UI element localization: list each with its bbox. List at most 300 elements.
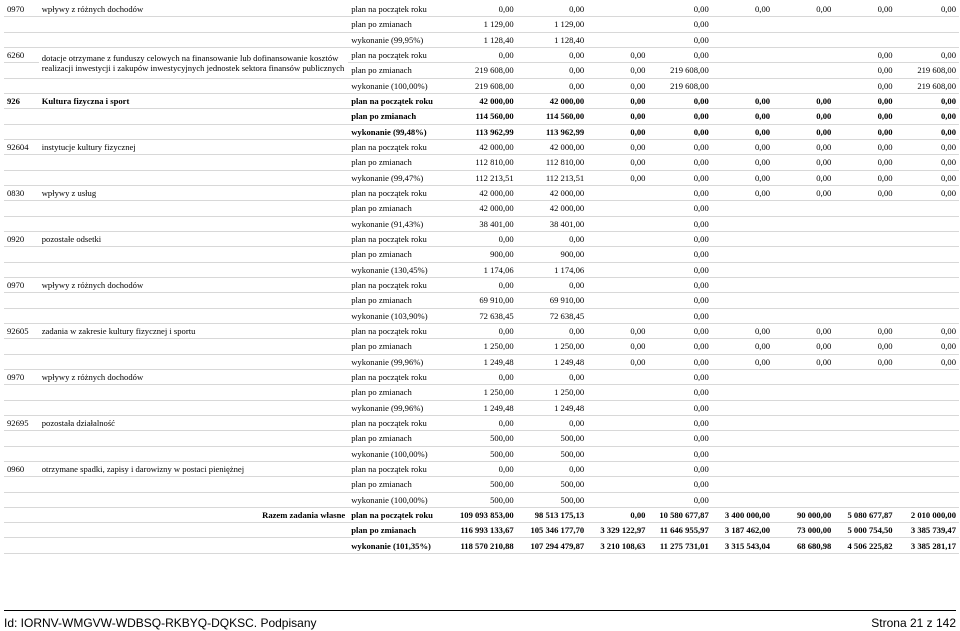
amount-cell xyxy=(587,216,648,231)
amount-cell: 0,00 xyxy=(834,155,895,170)
amount-cell: 0,00 xyxy=(648,231,711,246)
amount-cell xyxy=(587,431,648,446)
amount-cell xyxy=(773,231,834,246)
amount-cell: 3 187 462,00 xyxy=(712,523,773,538)
amount-cell: 900,00 xyxy=(446,247,516,262)
amount-cell xyxy=(587,293,648,308)
amount-cell xyxy=(834,415,895,430)
amount-cell: 0,00 xyxy=(517,78,587,93)
amount-cell: 0,00 xyxy=(446,231,516,246)
amount-cell: 105 346 177,70 xyxy=(517,523,587,538)
amount-cell: 0,00 xyxy=(834,170,895,185)
row-kind: plan na początek roku xyxy=(348,139,446,154)
table-row xyxy=(4,323,959,338)
item-name: zadania w zakresie kultury fizycznej i sportu xyxy=(39,323,348,338)
item-name xyxy=(39,216,348,231)
amount-cell xyxy=(773,415,834,430)
classification-code: 0830 xyxy=(4,185,39,200)
row-kind: plan po zmianach xyxy=(348,247,446,262)
amount-cell xyxy=(773,201,834,216)
amount-cell: 0,00 xyxy=(446,461,516,476)
item-name xyxy=(39,17,348,32)
row-kind: plan po zmianach xyxy=(348,523,446,538)
amount-cell: 0,00 xyxy=(834,139,895,154)
table-row xyxy=(4,293,959,308)
table-row xyxy=(4,262,959,277)
amount-cell: 0,00 xyxy=(648,293,711,308)
row-kind: plan na początek roku xyxy=(348,2,446,17)
amount-cell: 0,00 xyxy=(896,109,959,124)
amount-cell xyxy=(773,17,834,32)
amount-cell: 0,00 xyxy=(896,2,959,17)
row-kind: plan na początek roku xyxy=(348,461,446,476)
amount-cell: 73 000,00 xyxy=(773,523,834,538)
amount-cell xyxy=(834,293,895,308)
amount-cell xyxy=(587,369,648,384)
amount-cell xyxy=(896,216,959,231)
amount-cell xyxy=(587,415,648,430)
amount-cell: 0,00 xyxy=(712,339,773,354)
row-kind: plan po zmianach xyxy=(348,17,446,32)
amount-cell: 0,00 xyxy=(517,47,587,62)
amount-cell: 0,00 xyxy=(648,124,711,139)
table-row xyxy=(4,354,959,369)
amount-cell: 114 560,00 xyxy=(446,109,516,124)
amount-cell: 0,00 xyxy=(587,139,648,154)
classification-code: 92604 xyxy=(4,139,39,154)
classification-code xyxy=(4,293,39,308)
row-kind: wykonanie (100,00%) xyxy=(348,78,446,93)
amount-cell: 0,00 xyxy=(896,185,959,200)
amount-cell: 3 329 122,97 xyxy=(587,523,648,538)
amount-cell: 0,00 xyxy=(648,185,711,200)
classification-code xyxy=(4,431,39,446)
classification-code xyxy=(4,446,39,461)
amount-cell: 0,00 xyxy=(896,47,959,62)
amount-cell: 0,00 xyxy=(648,17,711,32)
amount-cell xyxy=(834,231,895,246)
item-name: wpływy z różnych dochodów xyxy=(39,2,348,17)
row-kind: plan na początek roku xyxy=(348,323,446,338)
classification-code xyxy=(4,124,39,139)
amount-cell: 5 000 754,50 xyxy=(834,523,895,538)
amount-cell xyxy=(896,385,959,400)
classification-code: 92605 xyxy=(4,323,39,338)
amount-cell xyxy=(896,308,959,323)
amount-cell: 0,00 xyxy=(712,170,773,185)
amount-cell: 0,00 xyxy=(587,155,648,170)
amount-cell: 0,00 xyxy=(648,262,711,277)
amount-cell: 0,00 xyxy=(587,47,648,62)
item-name xyxy=(39,354,348,369)
amount-cell: 0,00 xyxy=(712,155,773,170)
row-kind: plan na początek roku xyxy=(348,277,446,292)
amount-cell: 0,00 xyxy=(834,185,895,200)
item-name xyxy=(39,155,348,170)
amount-cell: 0,00 xyxy=(648,323,711,338)
amount-cell: 3 210 108,63 xyxy=(587,538,648,553)
item-name: wpływy z różnych dochodów xyxy=(39,369,348,384)
item-name xyxy=(39,293,348,308)
table-row xyxy=(4,415,959,430)
amount-cell xyxy=(587,32,648,47)
amount-cell: 0,00 xyxy=(834,323,895,338)
item-name: Kultura fizyczna i sport xyxy=(39,93,348,108)
table-row xyxy=(4,446,959,461)
amount-cell: 0,00 xyxy=(648,32,711,47)
amount-cell: 42 000,00 xyxy=(517,139,587,154)
item-name xyxy=(39,247,348,262)
amount-cell: 0,00 xyxy=(773,139,834,154)
amount-cell xyxy=(712,308,773,323)
amount-cell xyxy=(896,277,959,292)
amount-cell: 0,00 xyxy=(587,170,648,185)
amount-cell: 0,00 xyxy=(517,2,587,17)
amount-cell: 0,00 xyxy=(648,47,711,62)
row-kind: plan na początek roku xyxy=(348,415,446,430)
amount-cell xyxy=(587,308,648,323)
amount-cell: 0,00 xyxy=(648,385,711,400)
amount-cell: 0,00 xyxy=(446,2,516,17)
amount-cell: 98 513 175,13 xyxy=(517,507,587,522)
amount-cell xyxy=(712,247,773,262)
table-row xyxy=(4,523,959,538)
amount-cell xyxy=(712,63,773,78)
amount-cell: 0,00 xyxy=(834,78,895,93)
amount-cell: 219 608,00 xyxy=(648,78,711,93)
table-row xyxy=(4,308,959,323)
amount-cell: 219 608,00 xyxy=(446,78,516,93)
amount-cell: 0,00 xyxy=(712,124,773,139)
amount-cell: 0,00 xyxy=(648,477,711,492)
amount-cell: 72 638,45 xyxy=(446,308,516,323)
row-kind: plan po zmianach xyxy=(348,339,446,354)
amount-cell xyxy=(587,385,648,400)
amount-cell: 1 250,00 xyxy=(517,339,587,354)
amount-cell: 0,00 xyxy=(587,354,648,369)
amount-cell: 0,00 xyxy=(712,185,773,200)
amount-cell: 42 000,00 xyxy=(517,201,587,216)
amount-cell: 0,00 xyxy=(587,323,648,338)
amount-cell xyxy=(587,231,648,246)
classification-code xyxy=(4,492,39,507)
amount-cell: 3 315 543,04 xyxy=(712,538,773,553)
amount-cell: 112 213,51 xyxy=(517,170,587,185)
amount-cell: 0,00 xyxy=(834,339,895,354)
item-name xyxy=(39,492,348,507)
table-row xyxy=(4,17,959,32)
amount-cell xyxy=(712,369,773,384)
amount-cell xyxy=(896,369,959,384)
row-kind: plan na początek roku xyxy=(348,185,446,200)
row-kind: plan po zmianach xyxy=(348,431,446,446)
row-kind: wykonanie (99,96%) xyxy=(348,354,446,369)
amount-cell: 0,00 xyxy=(648,155,711,170)
classification-code xyxy=(4,523,39,538)
amount-cell: 1 250,00 xyxy=(517,385,587,400)
amount-cell xyxy=(712,262,773,277)
document-id: Id: IORNV-WMGVW-WDBSQ-RKBYQ-DQKSC. Podpisany xyxy=(4,616,317,630)
row-kind: plan po zmianach xyxy=(348,109,446,124)
row-kind: wykonanie (99,47%) xyxy=(348,170,446,185)
amount-cell: 0,00 xyxy=(712,2,773,17)
amount-cell xyxy=(773,431,834,446)
amount-cell xyxy=(896,431,959,446)
amount-cell: 1 249,48 xyxy=(446,400,516,415)
amount-cell xyxy=(587,2,648,17)
amount-cell: 0,00 xyxy=(648,431,711,446)
amount-cell xyxy=(896,231,959,246)
item-name xyxy=(39,400,348,415)
amount-cell: 112 810,00 xyxy=(517,155,587,170)
amount-cell xyxy=(712,461,773,476)
item-name: otrzymane spadki, zapisy i darowizny w postaci pieniężnej xyxy=(39,461,348,476)
classification-code xyxy=(4,538,39,553)
amount-cell: 0,00 xyxy=(517,369,587,384)
amount-cell: 3 385 281,17 xyxy=(896,538,959,553)
amount-cell: 0,00 xyxy=(446,323,516,338)
classification-code xyxy=(4,477,39,492)
item-name xyxy=(39,477,348,492)
classification-code xyxy=(4,109,39,124)
amount-cell: 0,00 xyxy=(773,170,834,185)
amount-cell xyxy=(834,32,895,47)
amount-cell xyxy=(834,385,895,400)
amount-cell xyxy=(834,277,895,292)
classification-code xyxy=(4,32,39,47)
amount-cell xyxy=(587,477,648,492)
amount-cell: 11 646 955,97 xyxy=(648,523,711,538)
amount-cell xyxy=(773,308,834,323)
amount-cell xyxy=(712,293,773,308)
amount-cell xyxy=(587,17,648,32)
budget-table xyxy=(4,2,959,554)
amount-cell: 500,00 xyxy=(517,431,587,446)
row-kind: plan na początek roku xyxy=(348,231,446,246)
amount-cell: 0,00 xyxy=(587,78,648,93)
amount-cell: 0,00 xyxy=(773,354,834,369)
amount-cell xyxy=(773,446,834,461)
amount-cell: 0,00 xyxy=(648,93,711,108)
table-row xyxy=(4,139,959,154)
table-row xyxy=(4,477,959,492)
amount-cell: 0,00 xyxy=(648,308,711,323)
row-kind: plan na początek roku xyxy=(348,47,446,62)
amount-cell: 0,00 xyxy=(517,461,587,476)
amount-cell: 1 174,06 xyxy=(446,262,516,277)
amount-cell: 0,00 xyxy=(648,339,711,354)
amount-cell: 112 810,00 xyxy=(446,155,516,170)
amount-cell: 0,00 xyxy=(834,63,895,78)
amount-cell xyxy=(773,477,834,492)
amount-cell: 0,00 xyxy=(896,93,959,108)
amount-cell: 0,00 xyxy=(648,354,711,369)
amount-cell: 0,00 xyxy=(648,446,711,461)
item-name xyxy=(39,124,348,139)
amount-cell: 0,00 xyxy=(773,2,834,17)
amount-cell: 112 213,51 xyxy=(446,170,516,185)
row-kind: plan po zmianach xyxy=(348,63,446,78)
budget-table-body xyxy=(4,2,959,553)
amount-cell: 0,00 xyxy=(446,369,516,384)
amount-cell: 0,00 xyxy=(648,277,711,292)
amount-cell: 0,00 xyxy=(648,170,711,185)
item-name xyxy=(39,339,348,354)
item-name: pozostała działalność xyxy=(39,415,348,430)
amount-cell: 69 910,00 xyxy=(517,293,587,308)
amount-cell: 0,00 xyxy=(517,63,587,78)
amount-cell: 0,00 xyxy=(648,461,711,476)
item-name xyxy=(39,431,348,446)
amount-cell: 0,00 xyxy=(896,155,959,170)
amount-cell: 0,00 xyxy=(517,231,587,246)
amount-cell: 42 000,00 xyxy=(446,93,516,108)
table-row xyxy=(4,369,959,384)
table-row xyxy=(4,185,959,200)
amount-cell: 113 962,99 xyxy=(446,124,516,139)
amount-cell: 500,00 xyxy=(517,492,587,507)
row-kind: wykonanie (130,45%) xyxy=(348,262,446,277)
table-row xyxy=(4,109,959,124)
table-row xyxy=(4,461,959,476)
amount-cell xyxy=(896,262,959,277)
amount-cell xyxy=(712,216,773,231)
item-name xyxy=(39,262,348,277)
amount-cell xyxy=(896,201,959,216)
amount-cell: 0,00 xyxy=(648,2,711,17)
page-number: Strona 21 z 142 xyxy=(871,616,956,630)
classification-code xyxy=(4,17,39,32)
amount-cell: 1 128,40 xyxy=(446,32,516,47)
amount-cell xyxy=(773,461,834,476)
amount-cell xyxy=(587,277,648,292)
amount-cell: 0,00 xyxy=(834,354,895,369)
item-name xyxy=(39,538,348,553)
amount-cell xyxy=(712,32,773,47)
classification-code: 0970 xyxy=(4,369,39,384)
amount-cell: 0,00 xyxy=(896,339,959,354)
amount-cell: 0,00 xyxy=(648,216,711,231)
amount-cell xyxy=(834,492,895,507)
amount-cell: 1 128,40 xyxy=(517,32,587,47)
amount-cell: 0,00 xyxy=(648,369,711,384)
amount-cell xyxy=(712,277,773,292)
amount-cell: 0,00 xyxy=(773,93,834,108)
amount-cell xyxy=(773,216,834,231)
item-name: wpływy z usług xyxy=(39,185,348,200)
amount-cell xyxy=(896,400,959,415)
amount-cell xyxy=(712,492,773,507)
amount-cell xyxy=(834,446,895,461)
table-row xyxy=(4,216,959,231)
amount-cell: 0,00 xyxy=(834,93,895,108)
amount-cell xyxy=(587,492,648,507)
amount-cell xyxy=(773,247,834,262)
table-row xyxy=(4,492,959,507)
amount-cell: 219 608,00 xyxy=(648,63,711,78)
item-name xyxy=(39,308,348,323)
classification-code xyxy=(4,507,39,522)
amount-cell: 90 000,00 xyxy=(773,507,834,522)
amount-cell: 0,00 xyxy=(834,109,895,124)
amount-cell: 0,00 xyxy=(834,124,895,139)
table-row xyxy=(4,93,959,108)
amount-cell xyxy=(896,247,959,262)
amount-cell: 0,00 xyxy=(712,109,773,124)
amount-cell: 0,00 xyxy=(773,124,834,139)
table-row xyxy=(4,538,959,553)
row-kind: plan na początek roku xyxy=(348,369,446,384)
amount-cell: 0,00 xyxy=(834,47,895,62)
amount-cell: 42 000,00 xyxy=(446,139,516,154)
amount-cell: 42 000,00 xyxy=(446,185,516,200)
amount-cell: 0,00 xyxy=(648,247,711,262)
amount-cell xyxy=(896,415,959,430)
row-kind: wykonanie (103,90%) xyxy=(348,308,446,323)
amount-cell: 0,00 xyxy=(587,109,648,124)
classification-code xyxy=(4,262,39,277)
table-row xyxy=(4,385,959,400)
amount-cell: 0,00 xyxy=(896,354,959,369)
row-kind: plan na początek roku xyxy=(348,507,446,522)
item-name: pozostałe odsetki xyxy=(39,231,348,246)
item-name: dotacje otrzymane z funduszy celowych na finansowanie lub dofinansowanie kosztów realizacji inwestycji i zakupów inwestycyjnych jednostek sektora finansów publicznych xyxy=(39,47,348,78)
amount-cell xyxy=(773,277,834,292)
amount-cell xyxy=(773,63,834,78)
amount-cell xyxy=(587,262,648,277)
amount-cell: 0,00 xyxy=(712,139,773,154)
amount-cell: 0,00 xyxy=(587,339,648,354)
classification-code: 926 xyxy=(4,93,39,108)
amount-cell xyxy=(773,47,834,62)
amount-cell: 500,00 xyxy=(517,446,587,461)
amount-cell: 0,00 xyxy=(446,47,516,62)
amount-cell: 3 385 739,47 xyxy=(896,523,959,538)
classification-code xyxy=(4,247,39,262)
page-footer xyxy=(4,610,956,631)
amount-cell: 0,00 xyxy=(587,63,648,78)
table-row xyxy=(4,170,959,185)
item-name xyxy=(39,201,348,216)
classification-code: 92695 xyxy=(4,415,39,430)
row-kind: wykonanie (100,00%) xyxy=(348,446,446,461)
item-name xyxy=(39,170,348,185)
amount-cell xyxy=(587,446,648,461)
amount-cell: 0,00 xyxy=(896,323,959,338)
amount-cell: 1 250,00 xyxy=(446,385,516,400)
table-row xyxy=(4,124,959,139)
table-row xyxy=(4,231,959,246)
amount-cell: 0,00 xyxy=(712,354,773,369)
classification-code xyxy=(4,78,39,93)
amount-cell: 0,00 xyxy=(712,93,773,108)
classification-code: 0920 xyxy=(4,231,39,246)
table-row xyxy=(4,247,959,262)
item-name: wpływy z różnych dochodów xyxy=(39,277,348,292)
amount-cell: 42 000,00 xyxy=(517,185,587,200)
amount-cell: 900,00 xyxy=(517,247,587,262)
amount-cell xyxy=(773,385,834,400)
amount-cell: 0,00 xyxy=(648,400,711,415)
amount-cell xyxy=(834,461,895,476)
amount-cell xyxy=(834,369,895,384)
amount-cell xyxy=(834,308,895,323)
amount-cell: 116 993 133,67 xyxy=(446,523,516,538)
amount-cell: 219 608,00 xyxy=(446,63,516,78)
amount-cell xyxy=(773,400,834,415)
row-kind: plan po zmianach xyxy=(348,201,446,216)
amount-cell xyxy=(773,262,834,277)
